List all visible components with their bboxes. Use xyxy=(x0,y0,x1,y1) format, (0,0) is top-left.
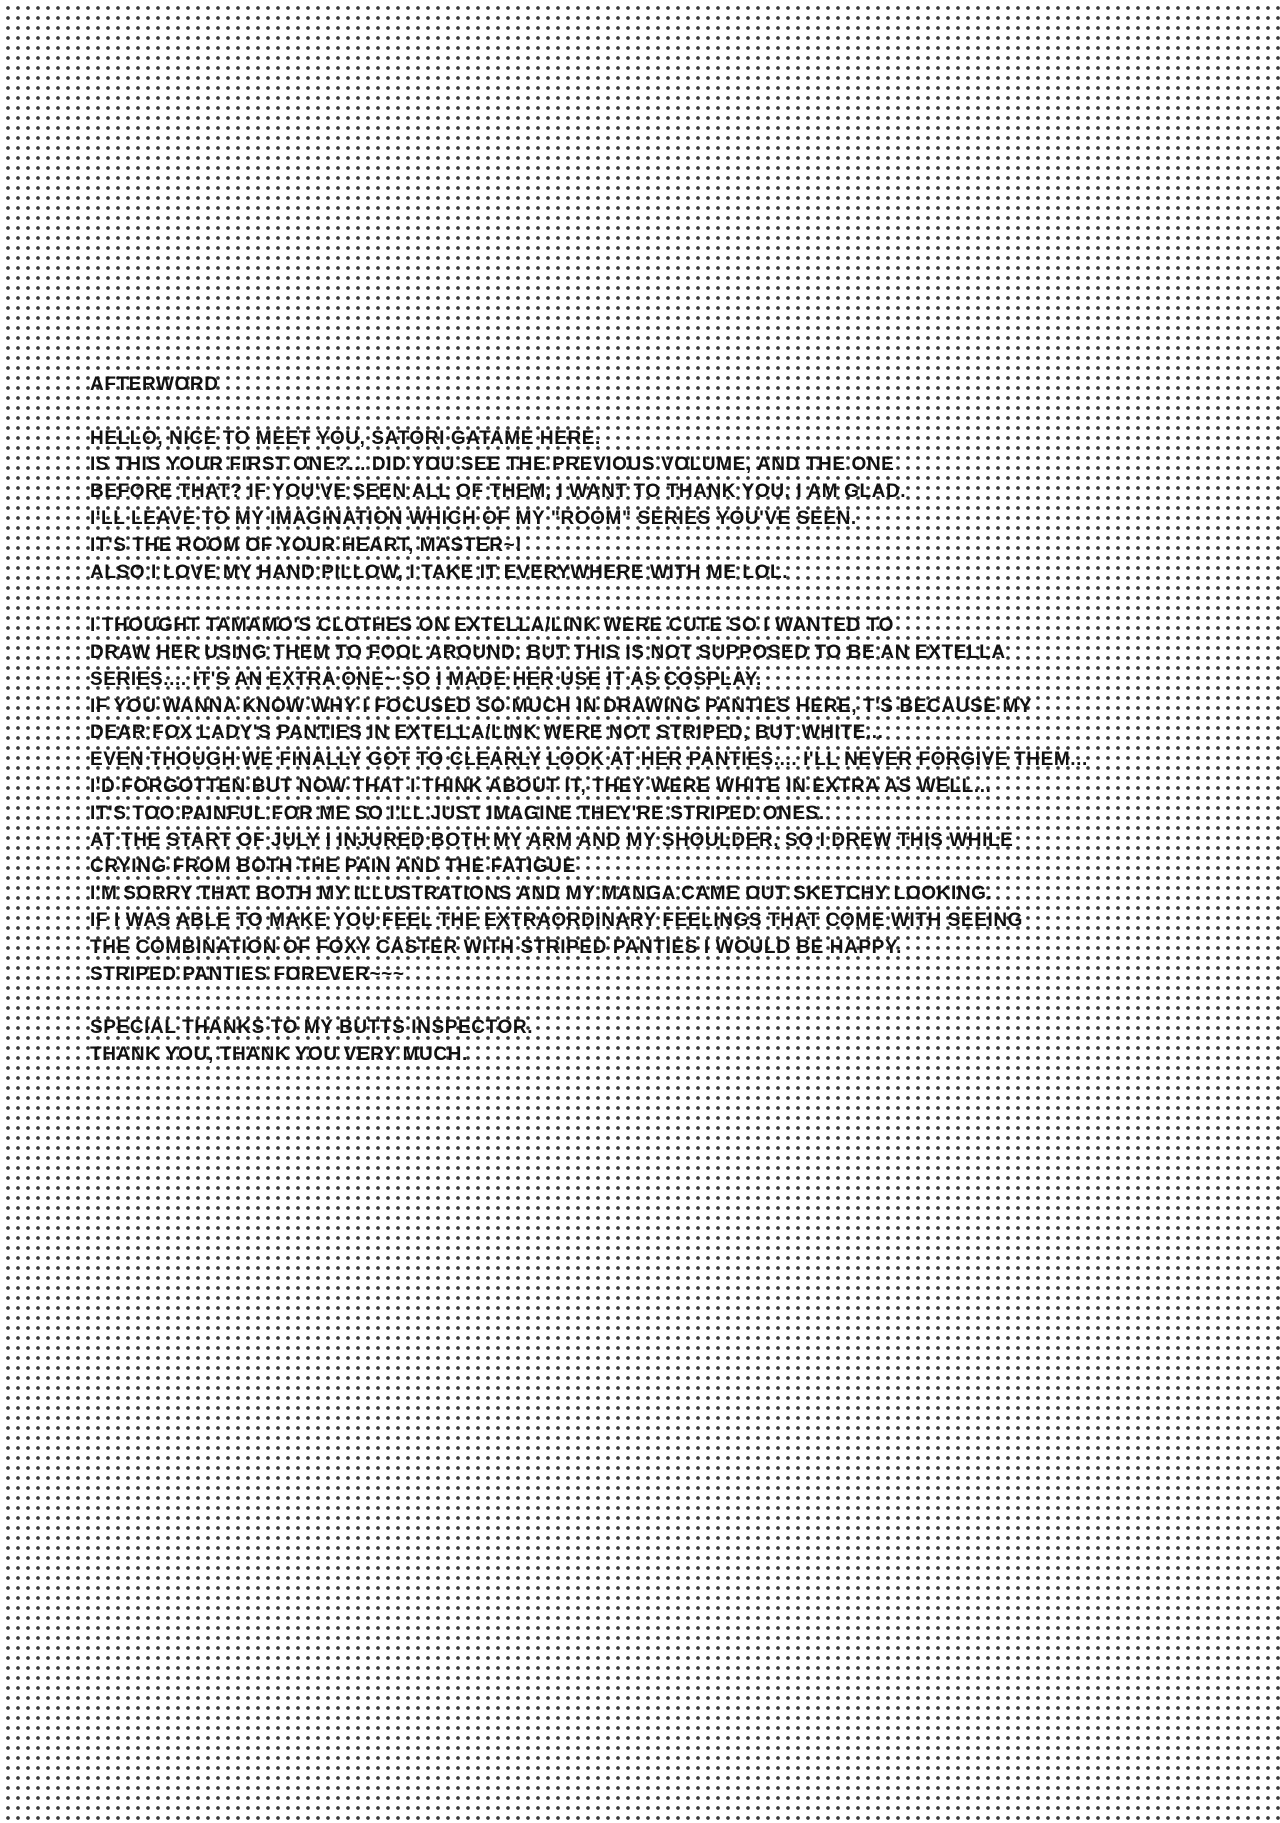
text-line: CRYING FROM BOTH THE PAIN AND THE FATIGUE xyxy=(90,856,576,878)
text-line: I THOUGHT TAMAMO'S CLOTHES ON EXTELLA/LINK WERE CUTE SO I WANTED TO xyxy=(90,615,895,637)
paragraph-thanks xyxy=(90,1015,1240,1069)
text-line: IT'S TOO PAINFUL FOR ME SO I'LL JUST IMAGINE THEY'RE STRIPED ONES. xyxy=(90,802,825,824)
text-line: HELLO, NICE TO MEET YOU, SATORI GATAME HERE. xyxy=(90,427,601,449)
text-line: DEAR FOX LADY'S PANTIES IN EXTELLA/LINK WERE NOT STRIPED, BUT WHITE... xyxy=(90,722,884,744)
paragraph-main xyxy=(90,613,1240,988)
text-line: THANK YOU, THANK YOU VERY MUCH. xyxy=(90,1043,468,1065)
text-line: IT'S THE ROOM OF YOUR HEART, MASTER~! xyxy=(90,534,523,556)
text-line: ALSO I LOVE MY HAND PILLOW, I TAKE IT EVERYWHERE WITH ME LOL. xyxy=(90,561,789,583)
text-line: AT THE START OF JULY I INJURED BOTH MY ARM AND MY SHOULDER, SO I DREW THIS WHILE xyxy=(90,829,1014,851)
paragraph-greeting xyxy=(90,426,1240,587)
afterword-title: AFTERWORD xyxy=(90,374,219,395)
text-line: SERIES.... IT'S AN EXTRA ONE~ SO I MADE HER USE IT AS COSPLAY. xyxy=(90,668,762,690)
text-line: SPECIAL THANKS TO MY BUTTS INSPECTOR. xyxy=(90,1017,534,1039)
text-line: THE COMBINATION OF FOXY CASTER WITH STRIPED PANTIES I WOULD BE HAPPY. xyxy=(90,936,902,958)
paragraph-gap xyxy=(90,399,1240,426)
text-line: I'M SORRY THAT BOTH MY ILLUSTRATIONS AND MY MANGA CAME OUT SKETCHY LOOKING. xyxy=(90,883,993,905)
text-line: BEFORE THAT? IF YOU'VE SEEN ALL OF THEM, I WANT TO THANK YOU. I AM GLAD. xyxy=(90,481,907,503)
paragraph-gap xyxy=(90,988,1240,1015)
text-line: DRAW HER USING THEM TO FOOL AROUND. BUT THIS IS NOT SUPPOSED TO BE AN EXTELLA xyxy=(90,641,1006,663)
text-line: I'D FORGOTTEN BUT NOW THAT I THINK ABOUT IT, THEY WERE WHITE IN EXTRA AS WELL... xyxy=(90,775,992,797)
afterword-text xyxy=(90,372,1240,1069)
text-line: STRIPED PANTIES FOREVER~~~ xyxy=(90,963,405,985)
text-line: IF YOU WANNA KNOW WHY I FOCUSED SO MUCH IN DRAWING PANTIES HERE, T'S BECAUSE MY xyxy=(90,695,1033,717)
text-line: IS THIS YOUR FIRST ONE?... DID YOU SEE THE PREVIOUS VOLUME, AND THE ONE xyxy=(90,454,895,476)
text-line: EVEN THOUGH WE FINALLY GOT TO CLEARLY LOOK AT HER PANTIES.... I'LL NEVER FORGIVE THEM... xyxy=(90,749,1088,771)
paragraph-gap xyxy=(90,586,1240,613)
text-line: I'LL LEAVE TO MY IMAGINATION WHICH OF MY "ROOM" SERIES YOU'VE SEEN. xyxy=(90,507,857,529)
text-line: IF I WAS ABLE TO MAKE YOU FEEL THE EXTRAORDINARY FEELINGS THAT COME WITH SEEING xyxy=(90,909,1024,931)
